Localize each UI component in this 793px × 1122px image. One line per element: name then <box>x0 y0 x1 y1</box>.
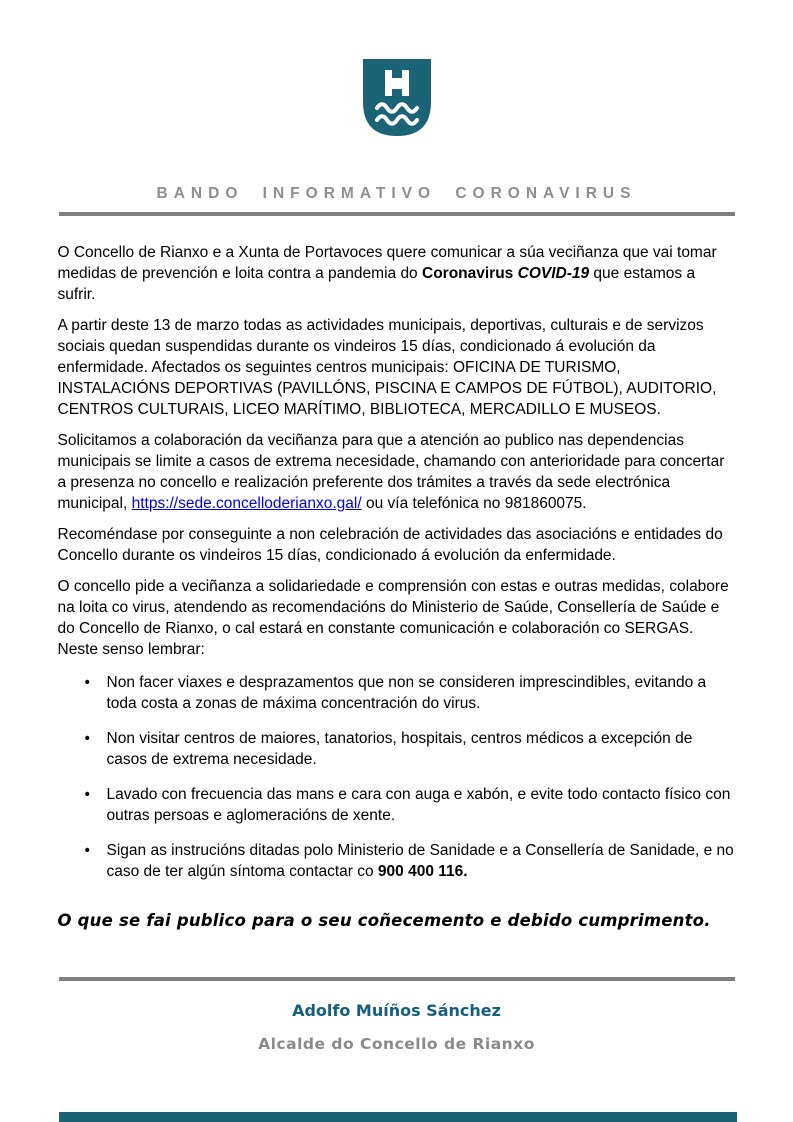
text-run: ou vía telefónica no 981860075. <box>361 495 587 512</box>
text-run: COVID-19 <box>517 265 590 282</box>
text-run: A partir deste 13 de marzo todas as actividades municipais, deportivas, culturais e de servizos sociais quedan suspendidas durante os vindeiros 15 días, condicionado á evolución da enfermidade. Afectados os seguintes centros municipais: OFICINA DE TURISMO, INSTALACIÓNS DEPORTIVAS (PAVILLÓNS, PISCINA E CAMPOS DE FÚTBOL), AUDITORIO, CENTROS CULTURAIS, LICEO MARÍTIMO, BIBLIOTECA, MERCADILLO E MUSEOS. <box>57 317 717 418</box>
concello-rianxo-crest-icon <box>361 58 433 143</box>
list-item-lavado <box>58 784 736 826</box>
bullet-marker: • <box>84 786 90 803</box>
text-run: Coronavirus <box>422 265 514 282</box>
list-item-visitas <box>58 728 736 770</box>
text-run: Non facer viaxes e desprazamentos que non se consideren imprescindibles, evitando a toda costa a zonas de máxima concentración do virus. <box>106 674 707 712</box>
paragraph-suspensions <box>58 315 736 420</box>
list-item-viaxes <box>58 672 736 714</box>
list-item-text <box>107 840 736 882</box>
text-run: Solicitamos a colaboración da veciñanza para que a atención ao publico nas dependencias municipais se limite a casos de extrema necesidade, chamando con anterioridade para concertar a presenza no concello e realización preferente dos trámites a través da sede electrónica municipal, <box>57 432 725 512</box>
list-item-text <box>107 728 736 770</box>
paragraph-intro <box>58 242 736 305</box>
text-run: O Concello de Rianxo e a Xunta de Portavoces quere comunicar a súa veciñanza que vai tomar medidas de prevención e loita contra a pandemia do <box>57 244 717 282</box>
bottom-divider <box>59 977 735 981</box>
signature-title: Alcalde do Concello de Rianxo <box>258 1035 535 1053</box>
list-item-text <box>107 672 736 714</box>
top-divider <box>59 212 735 216</box>
paragraph-recomendacion <box>58 524 736 566</box>
bullet-marker: • <box>84 842 90 859</box>
text-run: que estamos a sufrir. <box>57 265 696 303</box>
list-item-text <box>107 784 736 826</box>
text-run: 900 400 116. <box>377 863 468 880</box>
bullet-marker: • <box>84 674 90 691</box>
text-run: Recoméndase por conseguinte a non celebración de actividades das asociacións e entidades do Concello durante os vindeiros 15 días, condicionado á evolución da enfermidade. <box>57 526 723 564</box>
signature-name: Adolfo Muíños Sánchez <box>292 1001 501 1020</box>
sede-electronica-link[interactable]: https://sede.concelloderianxo.gal/ <box>131 495 362 512</box>
text-run: Non visitar centros de maiores, tanatorios, hospitais, centros médicos a excepción de casos de extrema necesidade. <box>106 730 693 768</box>
text-run: O concello pide a veciñanza a solidariedade e comprensión con estas e outras medidas, colabore na loita co virus, atendendo as recomendacións do Ministerio de Saúde, Consellería de Saúde e do Concello de Rianxo, o cal estará en constante comunicación e colaboración co SERGAS. Neste senso lembrar: <box>57 578 729 658</box>
document-body <box>58 242 736 931</box>
logo-container <box>0 58 793 143</box>
recommendations-list <box>58 672 736 882</box>
closing-statement: O que se fai publico para o seu coñecemento e debido cumprimento. <box>57 911 711 930</box>
text-run: Sigan as instrucións ditadas polo Ministerio de Sanidade e a Consellería de Sanidade, e no caso de ter algún síntoma contactar co <box>106 842 734 880</box>
list-item-instrucions <box>58 840 736 882</box>
paragraph-atencion-publico <box>58 430 736 514</box>
paragraph-solidariedade <box>58 576 736 660</box>
document-title: BANDO INFORMATIVO CORONAVIRUS <box>156 185 637 202</box>
text-run: Lavado con frecuencia das mans e cara con auga e xabón, e evite todo contacto físico con outras persoas e aglomeracións de xente. <box>106 786 731 824</box>
footer-accent-bar <box>59 1112 737 1122</box>
bullet-marker: • <box>84 730 90 747</box>
